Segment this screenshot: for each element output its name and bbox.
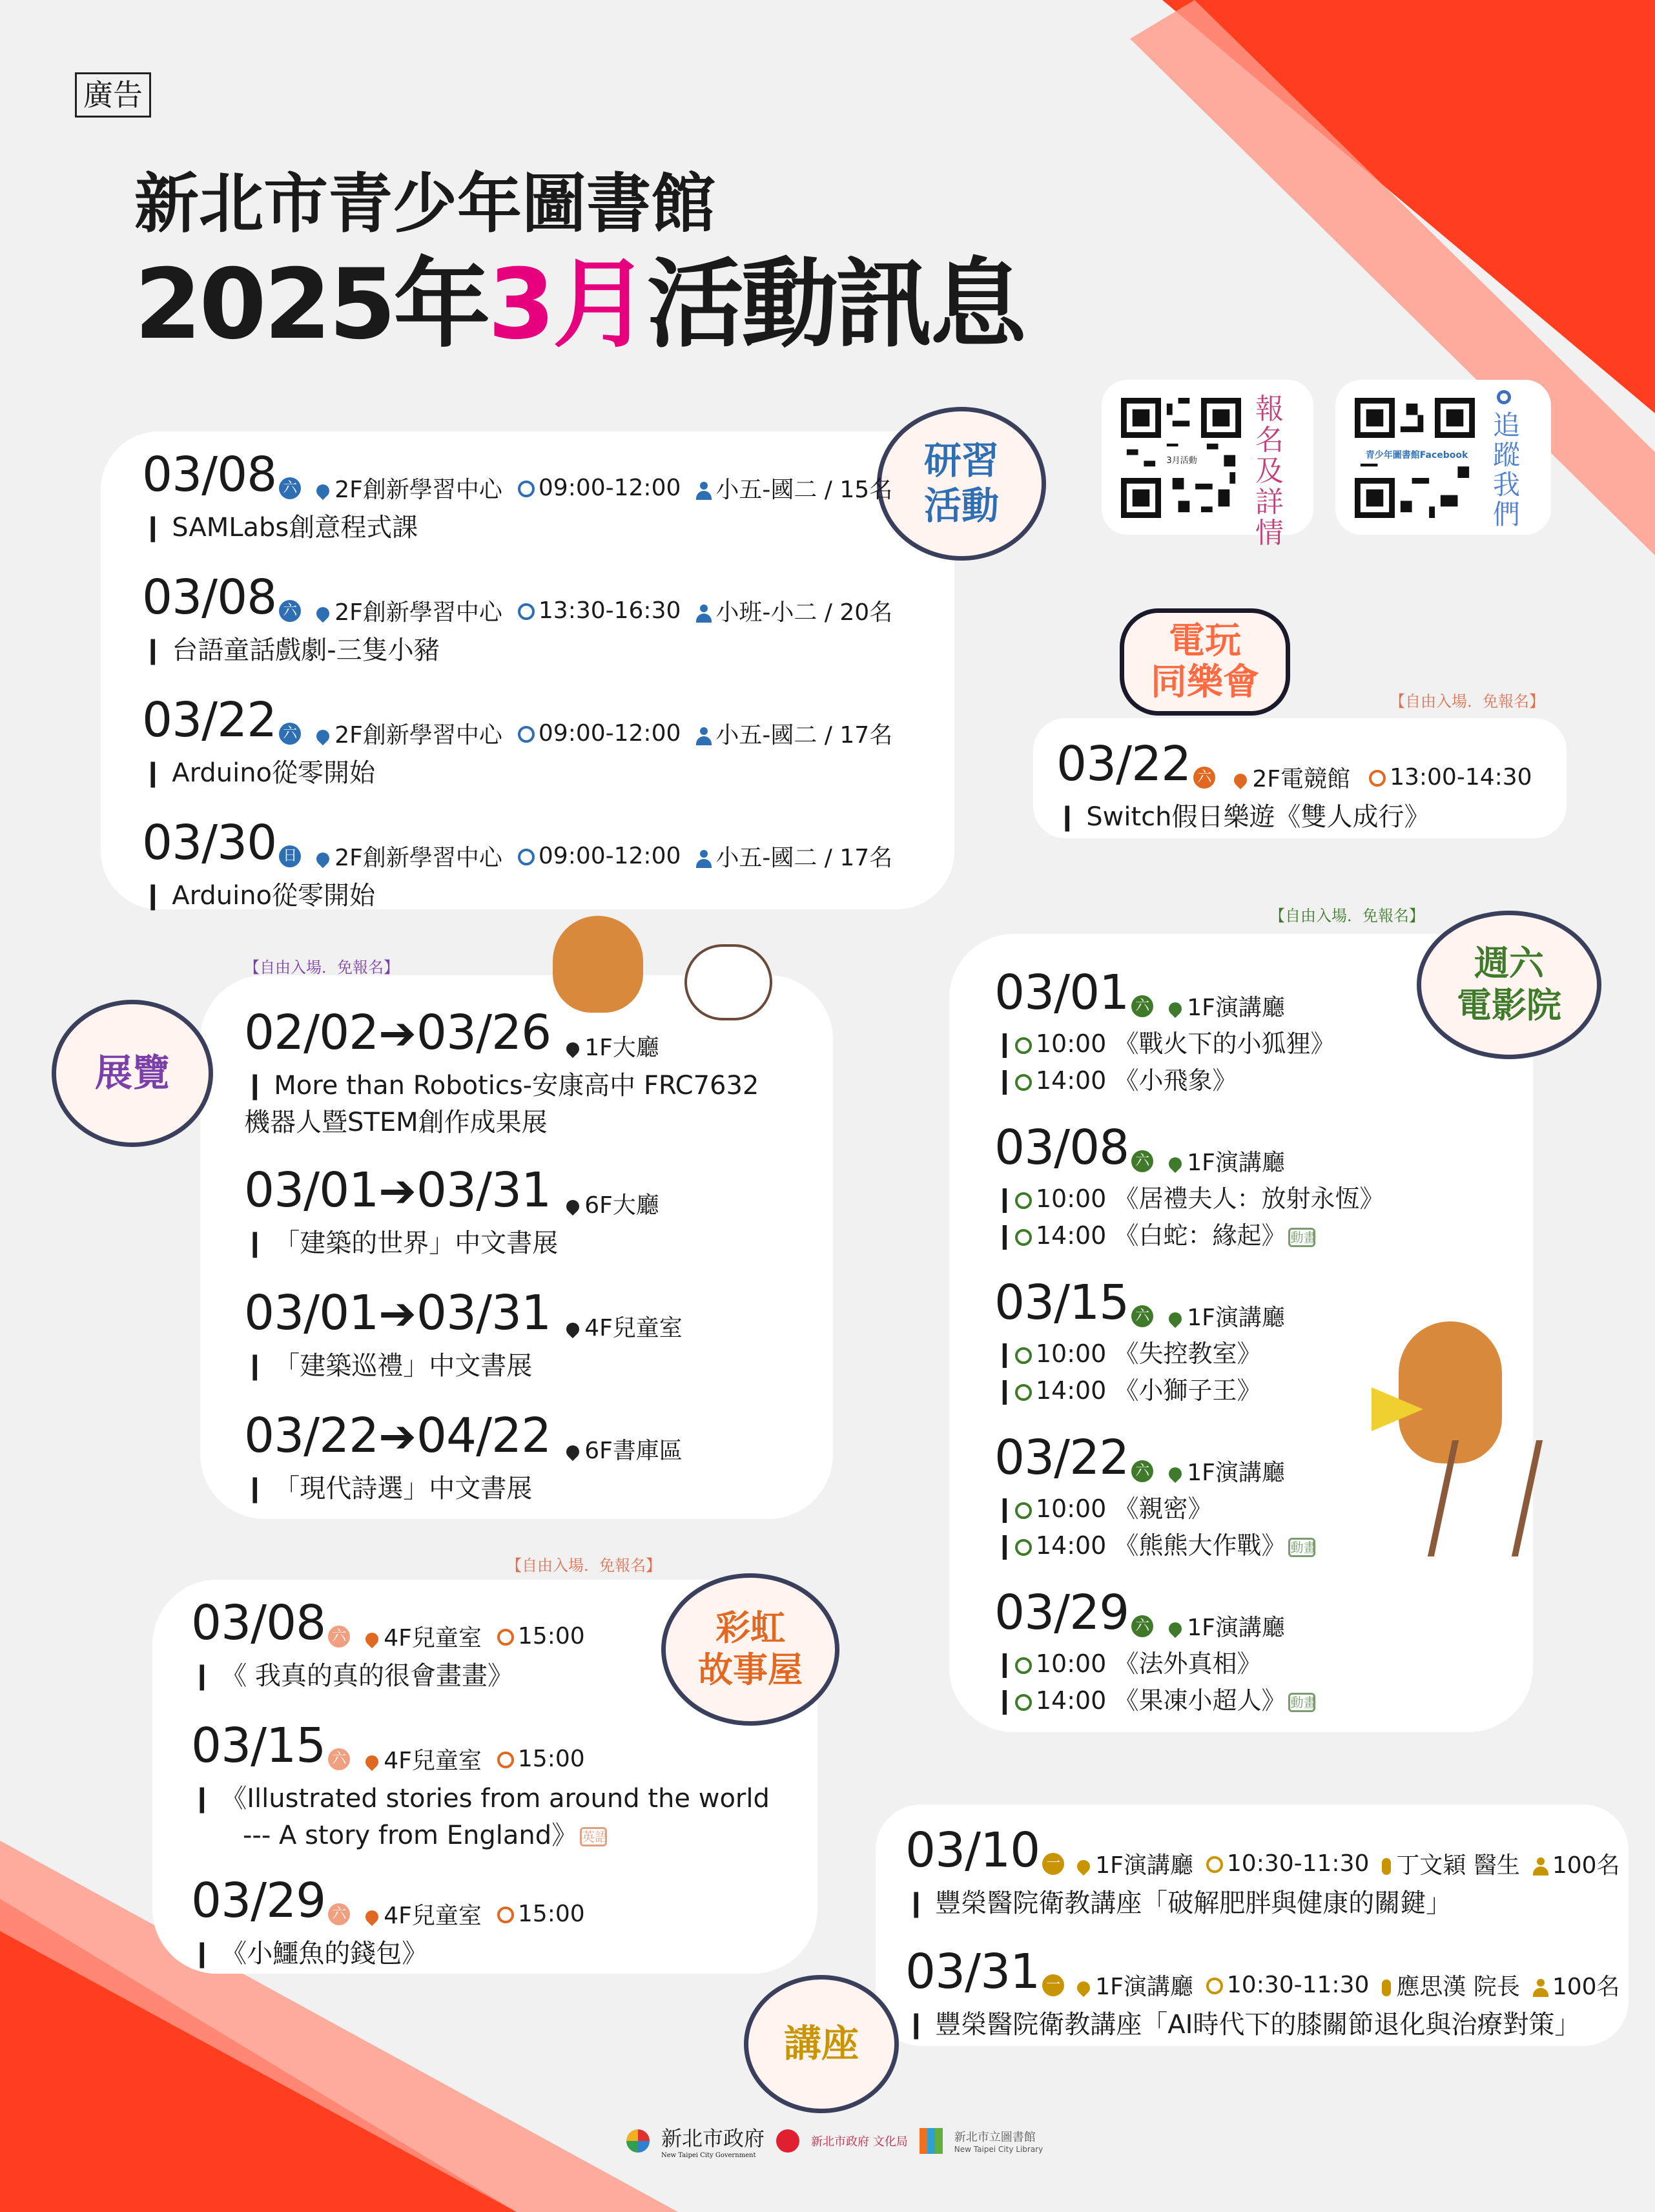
gaming-bubble-line1: 電玩	[1169, 619, 1241, 662]
qr-follow-label: 追蹤我們	[1493, 409, 1521, 530]
exhibit-title-line2	[244, 1102, 759, 1139]
workshop-audience-text: 小五-國二 / 17名	[715, 722, 893, 749]
lecture-seats-text: 100名	[1552, 1974, 1620, 2000]
workshop-title-text: Arduino從零開始	[172, 881, 376, 911]
cinema-movie-text: 《失控教室》	[1114, 1339, 1262, 1368]
location-icon	[564, 1040, 582, 1058]
workshop-title-text: Arduino從零開始	[172, 758, 376, 788]
workshop-audience	[696, 599, 892, 626]
footer-logo-ntpc-name: 新北市政府	[661, 2126, 765, 2151]
lecture-place	[1077, 1974, 1193, 2000]
location-icon	[363, 1630, 381, 1648]
lecture-speaker	[1382, 1852, 1519, 1879]
lecture-date: 03/31	[905, 1944, 1040, 2000]
qr-follow-center: 青少年圖書館Facebook	[1365, 450, 1468, 460]
cinema-showing: ❙ 10:00 《法外真相》	[994, 1649, 1262, 1678]
exhibit-bubble: 展覽	[52, 1000, 213, 1147]
cinema-time-text: 10:00	[1035, 1339, 1107, 1368]
story-title2-text: --- A story from England》	[243, 1821, 578, 1850]
exhibit-item	[244, 1285, 683, 1382]
story-time	[497, 1623, 585, 1649]
footer-logo-ntpc-en: New Taipei City Government	[661, 2152, 756, 2159]
workshop-audience	[696, 845, 892, 871]
cinema-item	[994, 1120, 1384, 1251]
arrow-right-icon: ➔	[378, 1287, 416, 1340]
cinema-time-text: 10:00	[1035, 1184, 1107, 1213]
lecture-item	[905, 1823, 1620, 1919]
cinema-dow: 六	[1131, 1305, 1153, 1327]
location-icon	[1231, 771, 1249, 789]
animation-badge: 動畫	[1288, 1693, 1315, 1712]
workshop-audience-text: 小五-國二 / 17名	[715, 845, 893, 871]
workshop-audience-text: 小五-國二 / 15名	[715, 477, 893, 503]
story-dow: 六	[328, 1626, 350, 1648]
workshop-date: 03/30	[142, 815, 277, 871]
lecture-speaker-text: 丁文穎 醫生	[1396, 1852, 1520, 1879]
workshop-item	[142, 447, 892, 544]
location-icon	[564, 1197, 582, 1215]
qr-follow-card[interactable]	[1335, 380, 1551, 535]
cinema-place-text: 1F演講廳	[1187, 1460, 1285, 1486]
cinema-showing: ❙ 14:00 《白蛇：緣起》 動畫	[994, 1221, 1317, 1250]
workshop-place-text: 2F創新學習中心	[334, 845, 502, 871]
lecture-dow: 一	[1042, 1853, 1064, 1875]
lecture-seats-text: 100名	[1552, 1852, 1620, 1879]
cinema-time-text: 14:00	[1035, 1066, 1107, 1095]
story-date: 03/29	[191, 1873, 326, 1928]
exhibit-date-to: 03/31	[416, 1163, 551, 1218]
workshop-title: ❙ Arduino從零開始	[142, 881, 376, 911]
english-badge: 英語	[580, 1827, 607, 1846]
exhibit-place	[566, 1035, 659, 1061]
story-place-text: 4F兒童室	[384, 1748, 482, 1774]
exhibit-title: ❙ More than Robotics-安康高中 FRC7632	[244, 1071, 759, 1101]
story-bubble-line2: 故事屋	[698, 1649, 803, 1690]
title-year: 2025年	[134, 249, 488, 361]
story-bubble-line1: 彩虹	[715, 1607, 785, 1649]
exhibit-date-to: 04/22	[416, 1408, 551, 1463]
workshop-audience	[696, 477, 892, 503]
workshop-dow: 六	[279, 723, 301, 745]
cinema-time-text: 14:00	[1035, 1531, 1107, 1560]
cinema-showing: ❙ 10:00 《失控教室》	[994, 1339, 1262, 1368]
story-free-tag: 【自由入場．免報名】	[506, 1556, 661, 1575]
gaming-bubble-line2: 同樂會	[1151, 661, 1259, 703]
location-icon	[564, 1443, 582, 1461]
lecture-time	[1206, 1972, 1369, 1998]
gaming-time	[1369, 764, 1532, 791]
cinema-place-text: 1F演講廳	[1187, 1305, 1285, 1331]
cinema-time-text: 10:00	[1035, 1029, 1107, 1058]
story-time-text: 15:00	[517, 1746, 585, 1772]
workshop-title: ❙ 台語童話戲劇-三隻小豬	[142, 636, 440, 665]
workshop-time	[518, 597, 681, 624]
footer-logos	[626, 2122, 1043, 2159]
story-title-line2	[191, 1815, 770, 1852]
culture-logo-icon	[776, 2129, 799, 2153]
workshop-bubble-line1: 研習	[923, 439, 999, 483]
exhibit-title2-text: 機器人暨STEM創作成果展	[244, 1108, 548, 1137]
workshop-item	[142, 815, 892, 912]
person-icon	[1533, 1979, 1548, 1997]
cinema-showing: ❙ 14:00 《果凍小超人》 動畫	[994, 1686, 1317, 1715]
cinema-item	[994, 1430, 1315, 1561]
gaming-bubble	[1120, 608, 1290, 716]
story-bubble	[661, 1573, 839, 1726]
workshop-date: 03/08	[142, 570, 277, 625]
workshop-place	[316, 722, 502, 749]
clock-icon	[497, 1752, 514, 1768]
exhibit-place-text: 6F大廳	[584, 1192, 659, 1219]
gaming-dow: 六	[1193, 767, 1215, 789]
cinema-movie-text: 《果凍小超人》	[1114, 1686, 1286, 1715]
cinema-movie-text: 《熊熊大作戰》	[1114, 1531, 1286, 1560]
clock-icon	[1015, 1539, 1032, 1556]
story-dow: 六	[328, 1748, 350, 1770]
exhibit-title-text: More than Robotics-安康高中 FRC7632	[274, 1071, 759, 1101]
clock-icon	[1015, 1347, 1032, 1364]
clock-icon	[1369, 770, 1386, 787]
lecture-speaker-text: 應思漢 院長	[1396, 1974, 1520, 2000]
cinema-dow: 六	[1131, 1460, 1153, 1482]
exhibit-title-text: 「建築的世界」中文書展	[274, 1228, 559, 1258]
cinema-movie-text: 《法外真相》	[1114, 1649, 1262, 1678]
exhibit-title: ❙ 「建築巡禮」中文書展	[244, 1351, 533, 1381]
story-title: ❙ 《 我真的真的很會畫畫》	[191, 1661, 513, 1691]
lecture-date: 03/10	[905, 1823, 1040, 1878]
arrow-right-icon: ➔	[378, 1007, 416, 1060]
workshop-item	[142, 570, 892, 667]
lecture-dow: 一	[1042, 1974, 1064, 1996]
workshop-date: 03/08	[142, 447, 277, 502]
exhibit-place	[566, 1315, 683, 1341]
cinema-movie-text: 《戰火下的小狐狸》	[1114, 1029, 1335, 1058]
title-rest: 活動訊息	[646, 249, 1024, 361]
location-icon	[314, 727, 332, 745]
exhibit-place-text: 1F大廳	[584, 1035, 659, 1061]
footer-logo-culture: 新北市政府 文化局	[811, 2134, 908, 2149]
cinema-item	[994, 1585, 1315, 1716]
location-icon	[1166, 1000, 1184, 1018]
workshop-title: ❙ Arduino從零開始	[142, 758, 376, 788]
person-icon	[696, 605, 712, 623]
cinema-movie-text: 《小獅子王》	[1114, 1376, 1262, 1405]
cinema-dow: 六	[1131, 1615, 1153, 1637]
cinema-place-text: 1F演講廳	[1187, 1615, 1285, 1641]
exhibit-item	[244, 1408, 683, 1505]
story-place	[365, 1903, 482, 1929]
cinema-date: 03/29	[994, 1585, 1129, 1640]
cinema-movie-text: 《小飛象》	[1114, 1066, 1237, 1095]
story-item	[191, 1873, 585, 1970]
cinema-place-text: 1F演講廳	[1187, 1150, 1285, 1176]
footer-logo-library-en: New Taipei City Library	[954, 2144, 1043, 2154]
cinema-time-text: 14:00	[1035, 1686, 1107, 1715]
exhibit-date-from: 02/02	[244, 1005, 379, 1060]
story-place	[365, 1748, 482, 1774]
clock-icon	[497, 1907, 514, 1923]
lecture-title-text: 豐榮醫院衛教講座「破解肥胖與健康的關鍵」	[935, 1888, 1452, 1918]
location-icon	[564, 1320, 582, 1338]
location-icon	[1166, 1155, 1184, 1173]
qr-signup-center: 3月活動	[1166, 456, 1197, 466]
gaming-date: 03/22	[1056, 736, 1191, 792]
exhibit-title-text: 「建築巡禮」中文書展	[274, 1351, 533, 1381]
footer-logo-ntpc	[661, 2122, 765, 2159]
animation-badge: 動畫	[1288, 1538, 1315, 1557]
exhibit-title-text: 「現代詩選」中文書展	[274, 1474, 533, 1504]
workshop-time	[518, 720, 681, 747]
location-icon	[314, 482, 332, 500]
clock-icon	[1015, 1074, 1032, 1091]
sleeping-dog-illustration	[553, 916, 643, 1013]
cinema-showing: ❙ 10:00 《戰火下的小狐狸》	[994, 1029, 1335, 1058]
location-icon	[1166, 1620, 1184, 1638]
cinema-place	[1169, 1460, 1285, 1486]
gaming-time-text: 13:00-14:30	[1390, 764, 1532, 791]
clock-icon	[1206, 1978, 1223, 1994]
workshop-date: 03/22	[142, 692, 277, 748]
clock-icon	[497, 1629, 514, 1646]
cinema-bubble	[1417, 911, 1601, 1059]
workshop-title-text: SAMLabs創意程式課	[172, 513, 418, 543]
cinema-item	[994, 1275, 1285, 1406]
exhibit-item	[244, 1163, 659, 1259]
microphone-icon	[1382, 1979, 1391, 1996]
gaming-place	[1234, 766, 1350, 792]
clock-icon	[1015, 1229, 1032, 1246]
cinema-time-text: 10:00	[1035, 1494, 1107, 1523]
story-dow: 六	[328, 1903, 350, 1925]
workshop-title-text: 台語童話戲劇-三隻小豬	[172, 636, 440, 665]
location-icon	[1074, 1979, 1093, 1997]
workshop-place-text: 2F創新學習中心	[334, 722, 502, 749]
workshop-place	[316, 845, 502, 871]
gaming-free-tag: 【自由入場．免報名】	[1390, 692, 1545, 710]
story-place	[365, 1625, 482, 1651]
arrow-right-icon: ➔	[378, 1164, 416, 1217]
cinema-place	[1169, 1305, 1285, 1331]
cinema-movie-text: 《白蛇：緣起》	[1114, 1221, 1286, 1250]
exhibit-date-to: 03/26	[416, 1005, 551, 1060]
workshop-place	[316, 477, 502, 503]
story-title-text: 《 我真的真的很會畫畫》	[221, 1661, 513, 1691]
lecture-place-text: 1F演講廳	[1095, 1852, 1193, 1879]
clock-icon	[1015, 1657, 1032, 1674]
workshop-place-text: 2F創新學習中心	[334, 599, 502, 626]
story-title-text: 《Illustrated stories from around the world	[221, 1784, 770, 1814]
lecture-item	[905, 1944, 1620, 2041]
gaming-title: ❙ Switch假日樂遊《雙人成行》	[1056, 802, 1430, 832]
lecture-time-text: 10:30-11:30	[1226, 1850, 1370, 1877]
lecture-title-text: 豐榮醫院衛教講座「AI時代下的膝關節退化與治療對策」	[935, 2010, 1581, 2040]
cinema-date: 03/01	[994, 965, 1129, 1020]
page-title	[134, 226, 1024, 366]
cinema-free-tag: 【自由入場．免報名】	[1270, 907, 1424, 925]
lecture-title: ❙ 豐榮醫院衛教講座「AI時代下的膝關節退化與治療對策」	[905, 2010, 1581, 2040]
exhibit-free-tag: 【自由入場．免報名】	[244, 958, 399, 977]
workshop-time-text: 09:00-12:00	[538, 720, 681, 747]
cinema-showing: ❙ 14:00 《小飛象》	[994, 1066, 1237, 1095]
story-title-text: 《小鱷魚的錢包》	[221, 1939, 428, 1969]
ad-label: 廣告	[75, 72, 151, 118]
arrow-right-icon: ➔	[378, 1410, 416, 1463]
lecture-seats	[1533, 1974, 1620, 2000]
cinema-date: 03/22	[994, 1430, 1129, 1485]
cinema-movie-text: 《居禮夫人：放射永恆》	[1114, 1184, 1384, 1213]
location-icon	[1074, 1857, 1093, 1876]
exhibit-title: ❙ 「現代詩選」中文書展	[244, 1474, 533, 1504]
workshop-dow: 六	[279, 600, 301, 622]
workshop-dow: 日	[279, 845, 301, 867]
workshop-time	[518, 843, 681, 869]
workshop-time	[518, 475, 681, 501]
clock-icon	[518, 603, 535, 620]
lecture-speaker	[1382, 1974, 1519, 2000]
story-time	[497, 1746, 585, 1772]
workshop-time-text: 09:00-12:00	[538, 843, 681, 869]
cinema-dow: 六	[1131, 1150, 1153, 1172]
exhibit-title: ❙ 「建築的世界」中文書展	[244, 1228, 559, 1258]
story-item	[191, 1718, 770, 1852]
clock-icon	[518, 849, 535, 865]
story-time	[497, 1901, 585, 1927]
story-date: 03/08	[191, 1595, 326, 1651]
lecture-time-text: 10:30-11:30	[1226, 1972, 1370, 1998]
cinema-date: 03/08	[994, 1120, 1129, 1175]
location-icon	[314, 605, 332, 623]
clock-icon	[518, 481, 535, 497]
cinema-bubble-line1: 週六	[1474, 943, 1544, 984]
story-item	[191, 1595, 585, 1692]
cinema-place	[1169, 1615, 1285, 1641]
story-time-text: 15:00	[517, 1901, 585, 1927]
location-icon	[1166, 1310, 1184, 1328]
cinema-place	[1169, 1150, 1285, 1176]
qr-signup-card[interactable]	[1102, 380, 1313, 550]
cinema-place	[1169, 995, 1285, 1021]
clock-icon	[1206, 1856, 1223, 1873]
location-icon	[1166, 1465, 1184, 1483]
clock-icon	[1015, 1192, 1032, 1209]
qr-signup-label: 報名及詳情	[1255, 393, 1284, 550]
exhibit-place	[566, 1438, 683, 1464]
workshop-place	[316, 599, 502, 626]
cinema-bubble-line2: 電影院	[1457, 985, 1561, 1026]
lecture-title: ❙ 豐榮醫院衛教講座「破解肥胖與健康的關鍵」	[905, 1888, 1452, 1918]
location-icon	[363, 1908, 381, 1926]
library-logo-icon	[920, 2128, 943, 2154]
workshop-dow: 六	[279, 477, 301, 499]
gaming-place-text: 2F電競館	[1252, 766, 1350, 792]
exhibit-place	[566, 1192, 659, 1219]
story-title: ❙ 《小鱷魚的錢包》	[191, 1939, 428, 1969]
location-icon	[314, 850, 332, 868]
person-icon	[1533, 1857, 1548, 1876]
lecture-time	[1206, 1850, 1369, 1877]
exhibit-date-from: 03/22	[244, 1408, 379, 1463]
search-icon	[1497, 390, 1511, 404]
cinema-showing: ❙ 14:00 《小獅子王》	[994, 1376, 1262, 1405]
workshop-audience-text: 小班-小二 / 20名	[715, 599, 893, 626]
cinema-time-text: 10:00	[1035, 1649, 1107, 1678]
gaming-item	[1056, 736, 1532, 833]
workshop-bubble	[877, 407, 1046, 561]
story-title: ❙ 《Illustrated stories from around the world	[191, 1784, 770, 1814]
lecture-place-text: 1F演講廳	[1095, 1974, 1193, 2000]
exhibit-item	[244, 1005, 759, 1139]
person-icon	[696, 850, 712, 868]
location-icon	[363, 1753, 381, 1771]
story-time-text: 15:00	[517, 1623, 585, 1649]
workshop-item	[142, 692, 892, 789]
clock-icon	[1015, 1037, 1032, 1054]
cinema-showing: ❙ 10:00 《居禮夫人：放射永恆》	[994, 1184, 1384, 1213]
exhibit-date-from: 03/01	[244, 1163, 379, 1218]
workshop-time-text: 09:00-12:00	[538, 475, 681, 501]
microphone-icon	[1382, 1858, 1391, 1875]
story-place-text: 4F兒童室	[384, 1903, 482, 1929]
cinema-item	[994, 965, 1335, 1096]
cinema-place-text: 1F演講廳	[1187, 995, 1285, 1021]
lecture-place	[1077, 1852, 1193, 1879]
workshop-time-text: 13:30-16:30	[538, 597, 681, 624]
cinema-movie-text: 《親密》	[1114, 1494, 1213, 1523]
person-icon	[696, 482, 712, 500]
cinema-showing: ❙ 10:00 《親密》	[994, 1494, 1213, 1523]
workshop-place-text: 2F創新學習中心	[334, 477, 502, 503]
clock-icon	[1015, 1502, 1032, 1519]
clock-icon	[518, 726, 535, 743]
exhibit-place-text: 6F書庫區	[584, 1438, 683, 1464]
exhibit-date-to: 03/31	[416, 1285, 551, 1341]
workshop-title: ❙ SAMLabs創意程式課	[142, 513, 418, 543]
lecture-seats	[1533, 1852, 1620, 1879]
clock-icon	[1015, 1694, 1032, 1711]
story-date: 03/15	[191, 1718, 326, 1773]
ntpc-logo-icon	[626, 2129, 650, 2153]
footer-logo-library-name: 新北市立圖書館	[954, 2130, 1036, 2144]
footer-logo-library	[954, 2128, 1043, 2154]
animation-badge: 動畫	[1288, 1228, 1315, 1247]
megaphone-icon	[1372, 1387, 1423, 1431]
story-place-text: 4F兒童室	[384, 1625, 482, 1651]
exhibit-place-text: 4F兒童室	[584, 1315, 683, 1341]
cinema-date: 03/15	[994, 1275, 1129, 1330]
lecture-bubble: 講座	[744, 1975, 899, 2113]
person-icon	[696, 727, 712, 745]
workshop-audience	[696, 722, 892, 749]
cinema-showing: ❙ 14:00 《熊熊大作戰》 動畫	[994, 1531, 1317, 1560]
workshop-bubble-line2: 活動	[923, 484, 999, 528]
cinema-dow: 六	[1131, 995, 1153, 1017]
cinema-time-text: 14:00	[1035, 1376, 1107, 1405]
exhibit-date-from: 03/01	[244, 1285, 379, 1341]
title-month: 3月	[488, 249, 647, 361]
header-line1: 新北市青少年圖書館	[134, 166, 715, 242]
cinema-time-text: 14:00	[1035, 1221, 1107, 1250]
clock-icon	[1015, 1384, 1032, 1401]
gaming-title-text: Switch假日樂遊《雙人成行》	[1086, 802, 1430, 832]
